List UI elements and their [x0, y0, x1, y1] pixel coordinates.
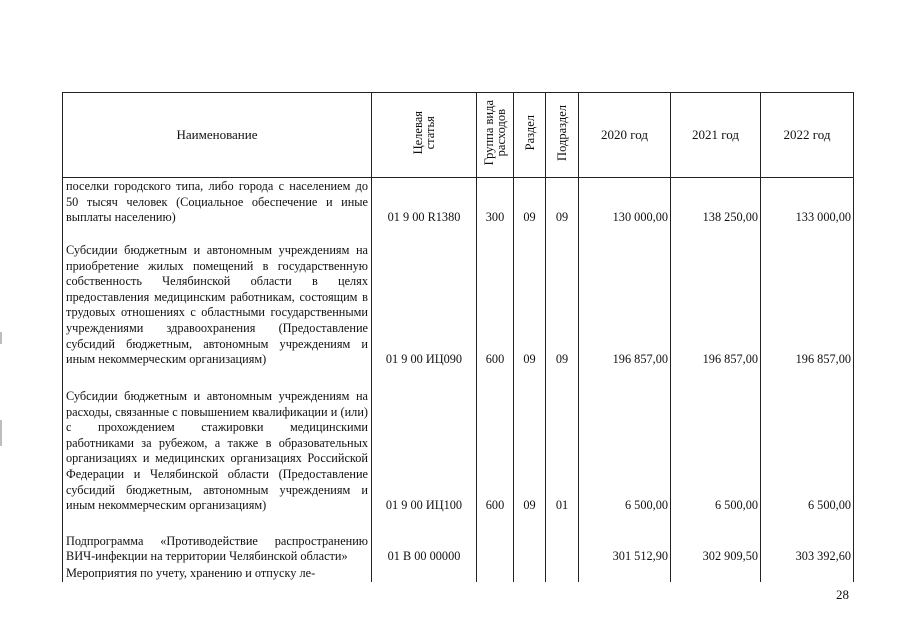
row-2021	[671, 565, 761, 582]
row-2021: 6 500,00	[671, 368, 761, 514]
row-subsection	[546, 565, 579, 582]
row-group	[477, 565, 514, 582]
table-row	[63, 514, 854, 565]
header-section: Раздел	[514, 93, 546, 178]
row-2021: 196 857,00	[671, 226, 761, 368]
table-header-row	[63, 93, 854, 178]
row-2022: 6 500,00	[761, 368, 854, 514]
row-2020: 196 857,00	[579, 226, 671, 368]
row-name: Субсидии бюджетным и автономным учреждениям на расходы, связанные с повышением квалификации и (или) с прохождением стажировки медицинскими работниками за рубежом, а также в образовательных организациях и медицинских организациях Российской Федерации и Челябинской области (Предоставление субсидий бюджетным, автономным учреждениям и иным некоммерческим организациям)	[63, 368, 372, 514]
row-section: 09	[514, 226, 546, 368]
scan-artifact	[0, 420, 2, 446]
row-subsection: 01	[546, 368, 579, 514]
row-group: 300	[477, 178, 514, 226]
row-2021: 302 909,50	[671, 514, 761, 565]
row-name: поселки городского типа, либо города с населением до 50 тысяч человек (Социальное обеспечение и иные выплаты населению)	[63, 178, 372, 226]
row-2022: 133 000,00	[761, 178, 854, 226]
header-2020: 2020 год	[579, 93, 671, 178]
row-target: 01 9 00 ИЦ090	[372, 226, 477, 368]
header-name: Наименование	[63, 93, 372, 178]
row-name: Мероприятия по учету, хранению и отпуску ле-	[63, 565, 372, 582]
row-target: 01 9 00 R1380	[372, 178, 477, 226]
header-2022: 2022 год	[761, 93, 854, 178]
row-2020: 130 000,00	[579, 178, 671, 226]
row-2020: 301 512,90	[579, 514, 671, 565]
budget-table	[62, 92, 854, 582]
page-number: 28	[836, 587, 849, 602]
row-name: Субсидии бюджетным и автономным учреждениям на приобретение жилых помещений в государственную собственность Челябинской области в целях предоставления медицинским работникам, состоящим в трудовых отношениях с областными государственными учреждениями здравоохранения (Предоставление субсидий бюджетным, автономным учреждениям и иным некоммерческим организациям)	[63, 226, 372, 368]
row-target	[372, 565, 477, 582]
table-row	[63, 226, 854, 368]
row-subsection	[546, 514, 579, 565]
row-target: 01 В 00 00000	[372, 514, 477, 565]
header-group: Группа вида расходов	[477, 93, 514, 178]
row-section: 09	[514, 368, 546, 514]
row-2021: 138 250,00	[671, 178, 761, 226]
row-group: 600	[477, 368, 514, 514]
row-name: Подпрограмма «Противодействие распространению ВИЧ-инфекции на территории Челябинской области»	[63, 514, 372, 565]
row-2020	[579, 565, 671, 582]
row-group	[477, 514, 514, 565]
row-section: 09	[514, 178, 546, 226]
row-2022	[761, 565, 854, 582]
row-2022: 303 392,60	[761, 514, 854, 565]
header-subsection: Подраздел	[546, 93, 579, 178]
row-subsection: 09	[546, 178, 579, 226]
row-group: 600	[477, 226, 514, 368]
header-2021: 2021 год	[671, 93, 761, 178]
row-section	[514, 565, 546, 582]
row-2020: 6 500,00	[579, 368, 671, 514]
row-subsection: 09	[546, 226, 579, 368]
table-row	[63, 178, 854, 226]
row-2022: 196 857,00	[761, 226, 854, 368]
table-row	[63, 565, 854, 582]
header-target: Целевая статья	[372, 93, 477, 178]
row-target: 01 9 00 ИЦ100	[372, 368, 477, 514]
table-row	[63, 368, 854, 514]
row-section	[514, 514, 546, 565]
scan-artifact	[0, 332, 2, 344]
